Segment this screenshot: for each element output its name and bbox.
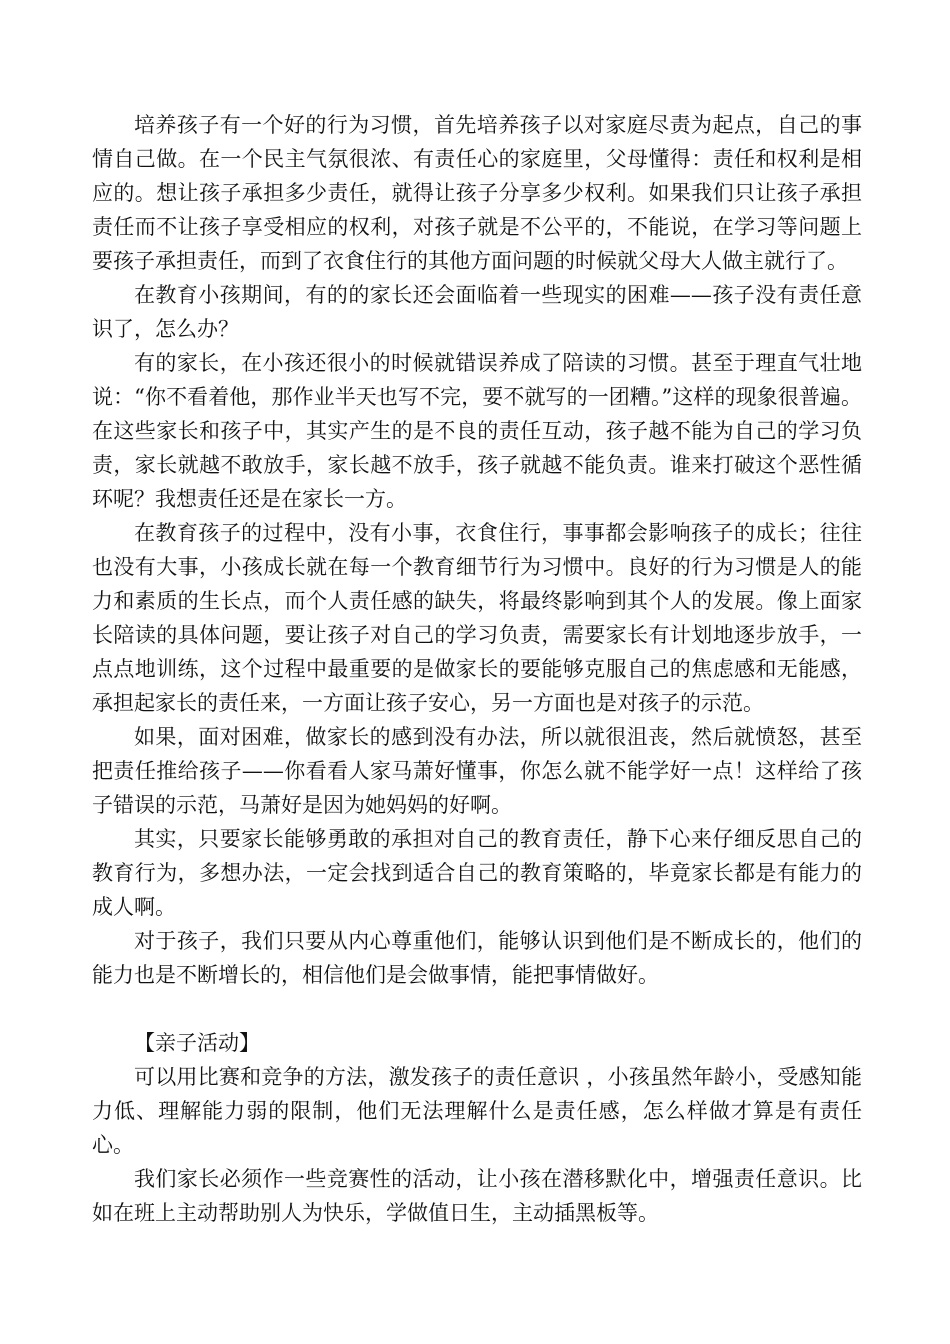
paragraph: 如果，面对困难，做家长的感到没有办法，所以就很沮丧，然后就愤怒，甚至把责任推给孩子——你看看人家马萧好懂事，你怎么就不能学好一点！这样给了孩子错误的示范，马萧好是因为她妈妈的好啊。 [92,725,862,817]
paragraph: 其实，只要家长能够勇敢的承担对自己的教育责任，静下心来仔细反思自己的教育行为，多想办法，一定会找到适合自己的教育策略的，毕竟家长都是有能力的成人啊。 [92,827,862,919]
paragraph: 我们家长必须作一些竞赛性的活动，让小孩在潜移默化中，增强责任意识。比如在班上主动帮助别人为快乐，学做值日生，主动插黑板等。 [92,1167,862,1225]
paragraph: 在教育孩子的过程中，没有小事，衣食住行，事事都会影响孩子的成长；往往也没有大事，小孩成长就在每一个教育细节行为习惯中。良好的行为习惯是人的能力和素质的生长点，而个人责任感的缺失，将最终影响到其个人的发展。像上面家长陪读的具体问题，要让孩子对自己的学习负责，需要家长有计划地逐步放手，一点点地训练，这个过程中最重要的是做家长的要能够克服自己的焦虑感和无能感，承担起家长的责任来，一方面让孩子安心，另一方面也是对孩子的示范。 [92,521,862,715]
blank-line [92,992,862,1026]
paragraph: 培养孩子有一个好的行为习惯，首先培养孩子以对家庭尽责为起点，自己的事情自己做。在一个民主气氛很浓、有责任心的家庭里，父母懂得：责任和权利是相应的。想让孩子承担多少责任，就得让孩子分享多少权利。如果我们只让孩子承担责任而不让孩子享受相应的权利，对孩子就是不公平的，不能说，在学习等问题上要孩子承担责任，而到了衣食住行的其他方面问题的时候就父母大人做主就行了。 [92,113,862,273]
paragraph: 有的家长，在小孩还很小的时候就错误养成了陪读的习惯。甚至于理直气壮地说：“你不看着他，那作业半天也写不完，要不就写的一团糟。”这样的现象很普遍。在这些家长和孩子中，其实产生的是不良的责任互动，孩子越不能为自己的学习负责，家长就越不敢放手，家长越不放手，孩子就越不能负责。谁来打破这个恶性循环呢？我想责任还是在家长一方。 [92,351,862,511]
paragraph: 对于孩子，我们只要从内心尊重他们，能够认识到他们是不断成长的，他们的能力也是不断增长的，相信他们是会做事情，能把事情做好。 [92,929,862,987]
paragraph: 在教育小孩期间，有的的家长还会面临着一些现实的困难——孩子没有责任意识了，怎么办？ [92,283,862,341]
paragraph: 可以用比赛和竞争的方法，激发孩子的责任意识 ，小孩虽然年龄小，受感知能力低、理解能力弱的限制，他们无法理解什么是责任感，怎么样做才算是有责任心。 [92,1065,862,1157]
section-heading: 【亲子活动】 [134,1031,260,1055]
document-page [92,108,862,1230]
